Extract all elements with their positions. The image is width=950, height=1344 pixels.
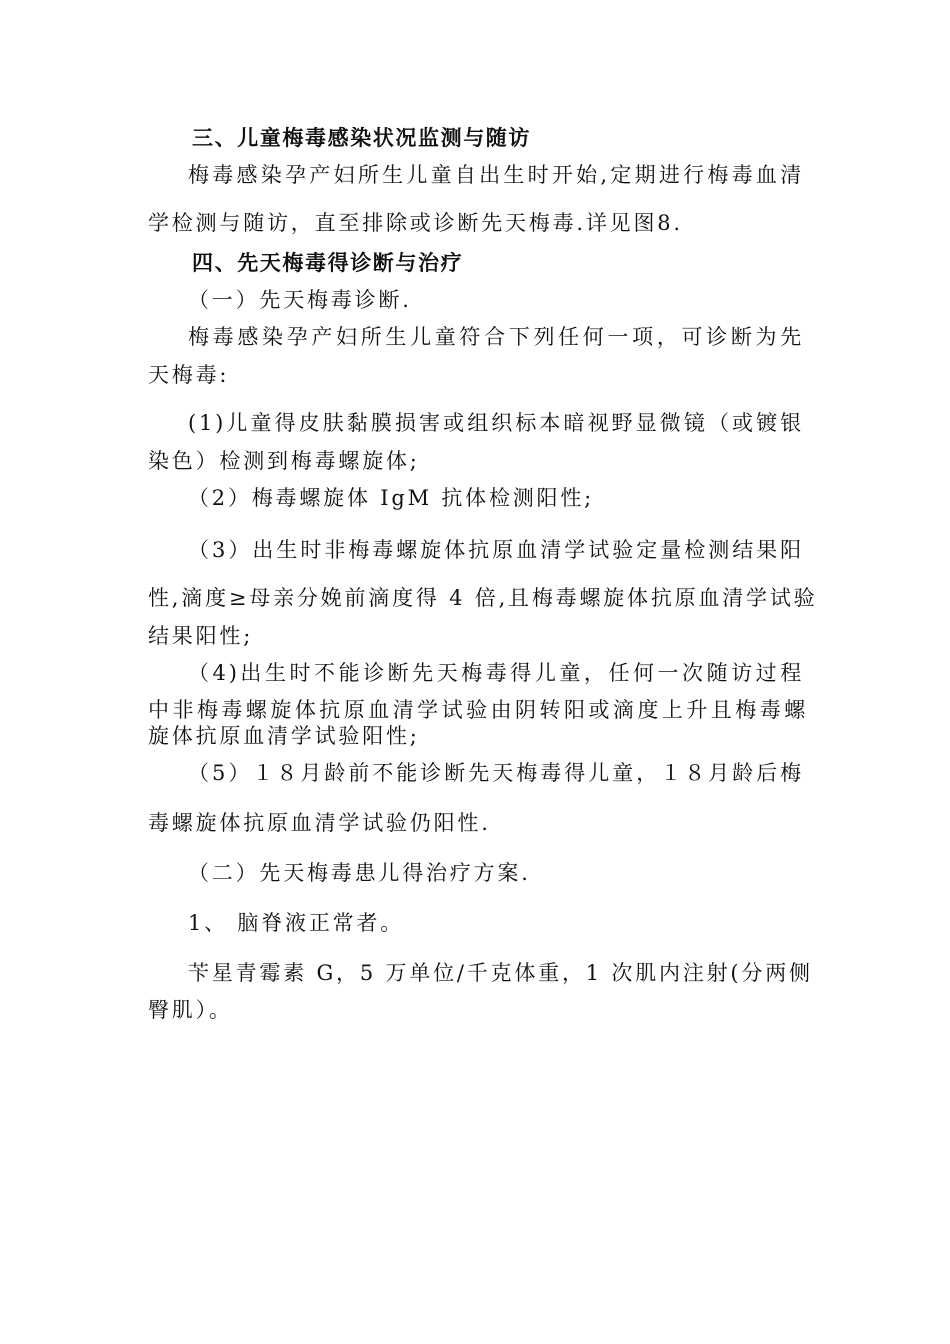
list-item-5-line: （5）１８月龄前不能诊断先天梅毒得儿童，１８月龄后梅 (188, 761, 804, 785)
list-item-4-line: 旋体抗原血清学试验阳性; (148, 724, 420, 748)
list-item-1-line: 染色）检测到梅毒螺旋体; (148, 449, 420, 473)
list-item-2: （2）梅毒螺旋体 IgM 抗体检测阳性; (188, 486, 595, 510)
paragraph-line: 梅毒感染孕产妇所生儿童符合下列任何一项，可诊断为先 (188, 325, 804, 349)
section-heading-3: 三、儿童梅毒感染状况监测与随访 (192, 126, 531, 150)
paragraph-line: 苄星青霉素 G，5 万单位/千克体重，1 次肌内注射(分两侧 (188, 961, 813, 985)
paragraph-line: 梅毒感染孕产妇所生儿童自出生时开始,定期进行梅毒血清 (188, 163, 804, 187)
list-item-4-line: 中非梅毒螺旋体抗原血清学试验由阴转阳或滴度上升且梅毒螺 (148, 698, 808, 722)
paragraph-line: 臀肌）。 (148, 998, 233, 1022)
list-item-3-line: 性,滴度≥母亲分娩前滴度得 4 倍,且梅毒螺旋体抗原血清学试验 (148, 586, 818, 610)
subsection-heading-1: （一）先天梅毒诊断. (188, 288, 412, 312)
list-item-3-line: 结果阳性; (148, 624, 254, 648)
list-item-3-line: （3）出生时非梅毒螺旋体抗原血清学试验定量检测结果阳 (188, 538, 804, 562)
list-item-5-line: 毒螺旋体抗原血清学试验仍阳性. (148, 811, 491, 835)
numbered-point-1: 1、 脑脊液正常者。 (188, 911, 405, 935)
list-item-4-line: （4)出生时不能诊断先天梅毒得儿童，任何一次随访过程 (188, 661, 804, 685)
section-heading-4: 四、先天梅毒得诊断与治疗 (192, 251, 464, 275)
paragraph-line: 学检测与随访，直至排除或诊断先天梅毒.详见图8. (148, 211, 683, 235)
list-item-1-line: (1)儿童得皮肤黏膜损害或组织标本暗视野显微镜（或镀银 (188, 411, 804, 435)
subsection-heading-2: （二）先天梅毒患儿得治疗方案. (188, 861, 531, 885)
paragraph-line: 天梅毒: (148, 363, 230, 387)
